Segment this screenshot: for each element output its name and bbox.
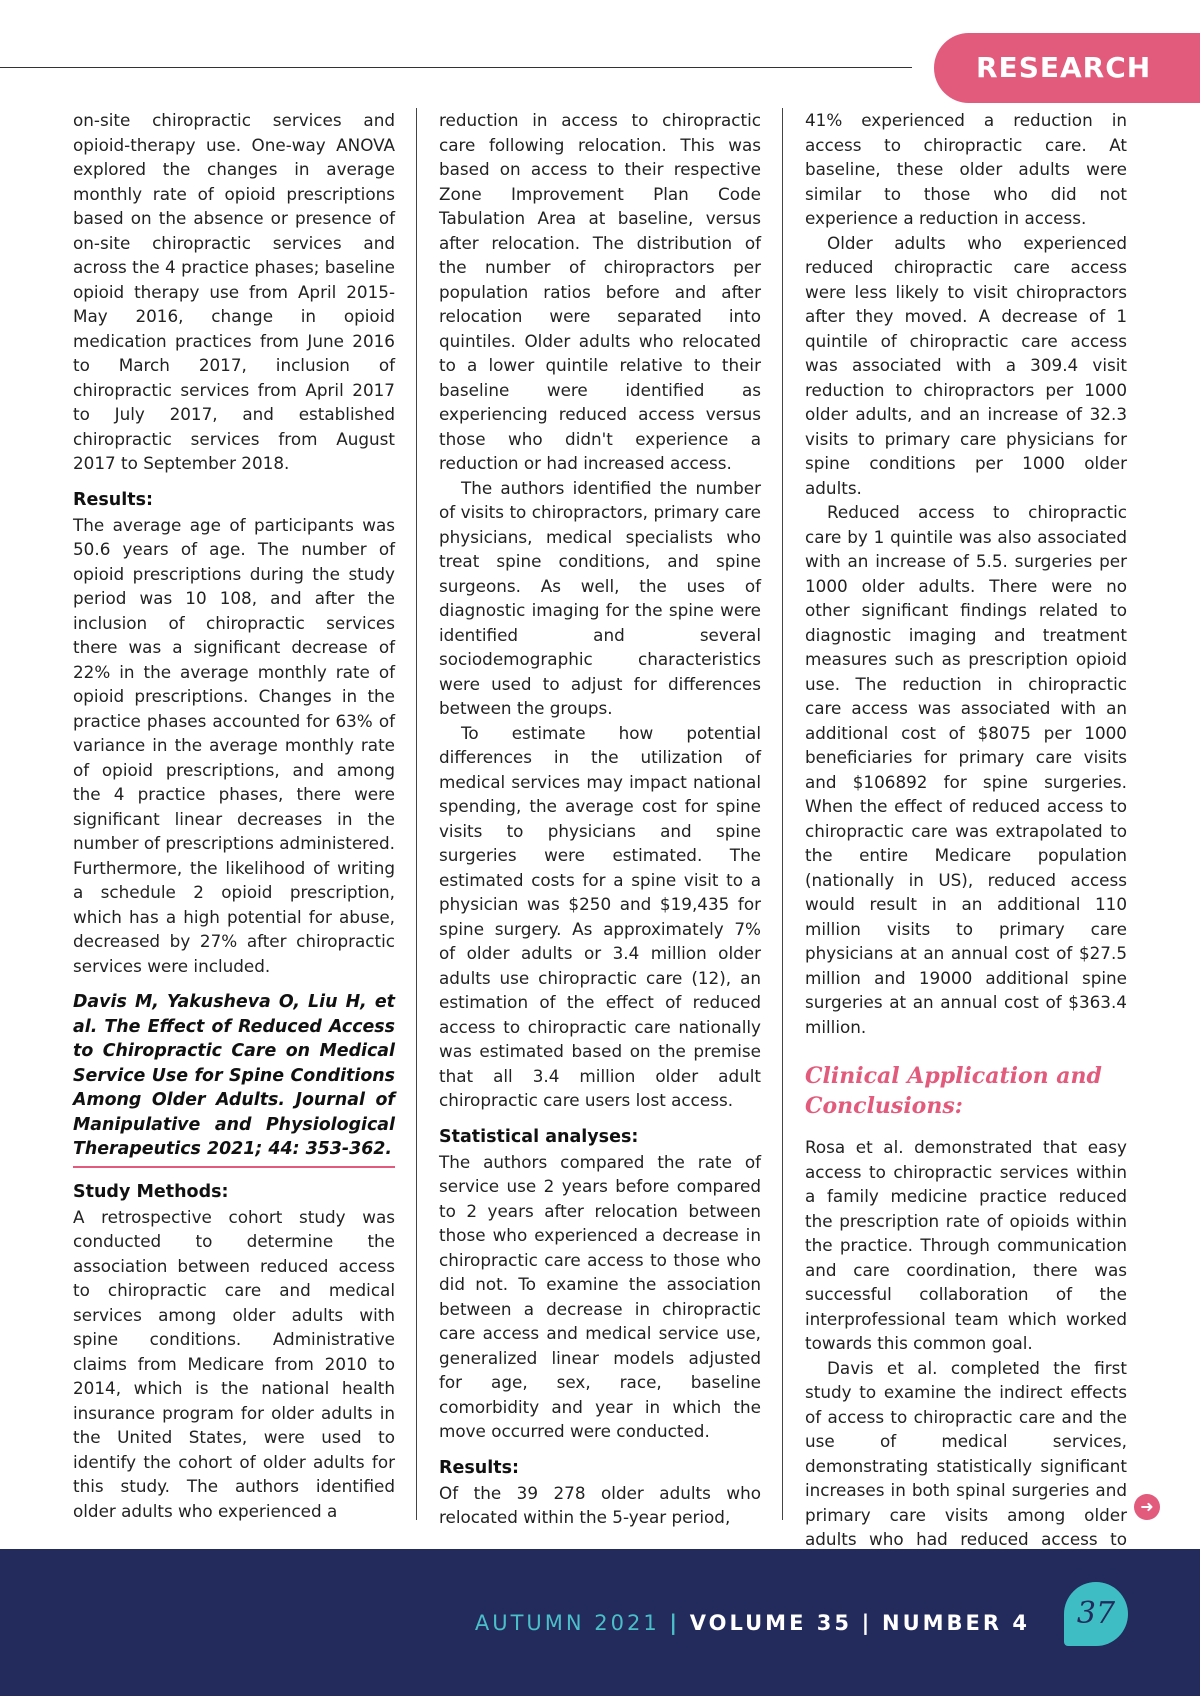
issue-info xyxy=(475,1611,1030,1635)
article-citation: Davis M, Yakusheva O, Liu H, et al. The Effect of Reduced Access to Chiropractic Care on Medical Service Use for Spine Conditions Among Older Adults. Journal of Manipulative and Physiological Therapeutics 2021; 44: 353-362. xyxy=(73,990,395,1168)
column-2 xyxy=(439,108,761,1530)
arrow-right-icon[interactable]: ➜ xyxy=(1134,1494,1160,1520)
paragraph: Of the 39 278 older adults who relocated within the 5-year period, xyxy=(439,1482,761,1527)
issue-season: AUTUMN 2021 xyxy=(474,1611,660,1635)
results-heading: Results: xyxy=(73,489,153,510)
study-methods-heading: Study Methods: xyxy=(73,1181,229,1202)
paragraph: The average age of participants was 50.6 years of age. The number of opioid prescriptions during the study period was 10 108, and after the inclusion of chiropractic services there was a significant decrease of 22% in the average monthly rate of opioid prescriptions. Changes in the practice phases accounted for 63% of variance in the average monthly rate of opioid prescriptions, and among the 4 practice phases, there were significant linear decreases in the number of prescriptions administered. Furthermore, the likelihood of writing a schedule 2 opioid prescription, which has a high potential for abuse, decreased by 27% after chiropractic services were included. xyxy=(73,514,395,976)
results-heading: Results: xyxy=(439,1457,519,1478)
separator: | xyxy=(861,1611,873,1635)
footer xyxy=(0,1549,1200,1696)
paragraph: Davis et al. completed the first study to examine the indirect effects of access to chiropractic care and the use of medical services, demonstrating statistically significant increases in both spinal surgeries and primary care visits among older adults who had reduced access to xyxy=(805,1357,1127,1549)
clinical-application-heading: Clinical Application and Conclusions: xyxy=(805,1063,1102,1119)
column-divider xyxy=(782,108,783,1520)
issue-volume: VOLUME 35 xyxy=(689,1611,852,1635)
column-3 xyxy=(805,108,1127,1576)
paragraph: reduction in access to chiropractic care following relocation. This was based on access to their respective Zone Improvement Plan Code Tabulation Area at baseline, versus after relocation. The distribution of the number of chiropractors per population ratios before and after relocation were separated into quintiles. Older adults who relocated to a lower quintile relative to their baseline were identified as experiencing reduced access versus those who didn't experience a reduction or had increased access. xyxy=(439,110,761,473)
statistical-analyses-heading: Statistical analyses: xyxy=(439,1126,639,1147)
paragraph: Older adults who experienced reduced chiropractic care access were less likely to visit chiropractors after they moved. A decrease of 1 quintile of chiropractic care access was associated with a 309.4 visit reduction to chiropractors per 1000 older adults, and an increase of 32.3 visits to primary care physicians for spine conditions per 1000 older adults. xyxy=(805,232,1127,498)
separator: | xyxy=(669,1611,681,1635)
paragraph: To estimate how potential differences in the utilization of medical services may impact national spending, the average cost for spine visits to physicians and spine surgeries were estimated. The estimated costs for a spine visit to a physician was $250 and $19,435 for spine surgery. As approximately 7% of older adults or 3.4 million older adults use chiropractic care (12), an estimation of the effect of reduced access to chiropractic care nationally was estimated based on the premise that all 3.4 million older adult chiropractic care users lost access. xyxy=(439,722,761,1110)
column-1 xyxy=(73,108,395,1523)
paragraph: on-site chiropractic services and opioid-therapy use. One-way ANOVA explored the changes in average monthly rate of opioid prescriptions based on the absence or presence of on-site chiropractic services and across the 4 practice phases; baseline opioid therapy use from April 2015-May 2016, change in opioid medication practices from June 2016 to March 2017, inclusion of chiropractic services from April 2017 to July 2017, and established chiropractic services from August 2017 to September 2018. xyxy=(73,110,395,473)
paragraph: 41% experienced a reduction in access to chiropractic care. At baseline, these older adults were similar to those who did not experience a reduction in access. xyxy=(805,110,1127,228)
issue-number: NUMBER 4 xyxy=(882,1611,1030,1635)
column-divider xyxy=(416,108,417,1520)
page-number: 37 xyxy=(1064,1582,1128,1646)
header-rule xyxy=(0,67,912,68)
paragraph: A retrospective cohort study was conducted to determine the association between reduced access to chiropractic care and medical services among older adults with spine conditions. Administrative claims from Medicare from 2010 to 2014, which is the national health insurance program for older adults in the United States, were used to identify the cohort of older adults for this study. The authors identified older adults who experienced a xyxy=(73,1206,395,1521)
section-tab: RESEARCH xyxy=(934,33,1200,103)
paragraph: Rosa et al. demonstrated that easy access to chiropractic services within a family medicine practice reduced the prescription rate of opioids within the practice. Through communication and care coordination, there was successful collaboration of the interprofessional team which worked towards this common goal. xyxy=(805,1137,1127,1353)
paragraph: The authors identified the number of visits to chiropractors, primary care physicians, medical specialists who treat spine conditions, and spine surgeons. As well, the uses of diagnostic imaging for the spine were identified and several sociodemographic characteristics were used to adjust for differences between the groups. xyxy=(439,477,761,718)
paragraph: The authors compared the rate of service use 2 years before compared to 2 years after relocation between those who experienced a decrease in chiropractic care access to those who did not. To examine the association between a decrease in chiropractic care access and medical service use, generalized linear models adjusted for age, sex, race, baseline comorbidity and year in which the move occurred were conducted. xyxy=(439,1151,761,1441)
paragraph: Reduced access to chiropractic care by 1 quintile was also associated with an increase of 5.5. surgeries per 1000 older adults. There were no other significant findings related to diagnostic imaging and treatment measures such as prescription opioid use. The reduction in chiropractic care access was associated with an additional cost of $8075 per 1000 beneficiaries for primary care visits and $106892 for spine surgeries. When the effect of reduced access to chiropractic care was extrapolated to the entire Medicare population (nationally in US), reduced access would result in an additional 110 million visits to primary care physicians at an annual cost of $27.5 million and 19000 additional spine surgeries at an annual cost of $363.4 million. xyxy=(805,502,1127,1037)
